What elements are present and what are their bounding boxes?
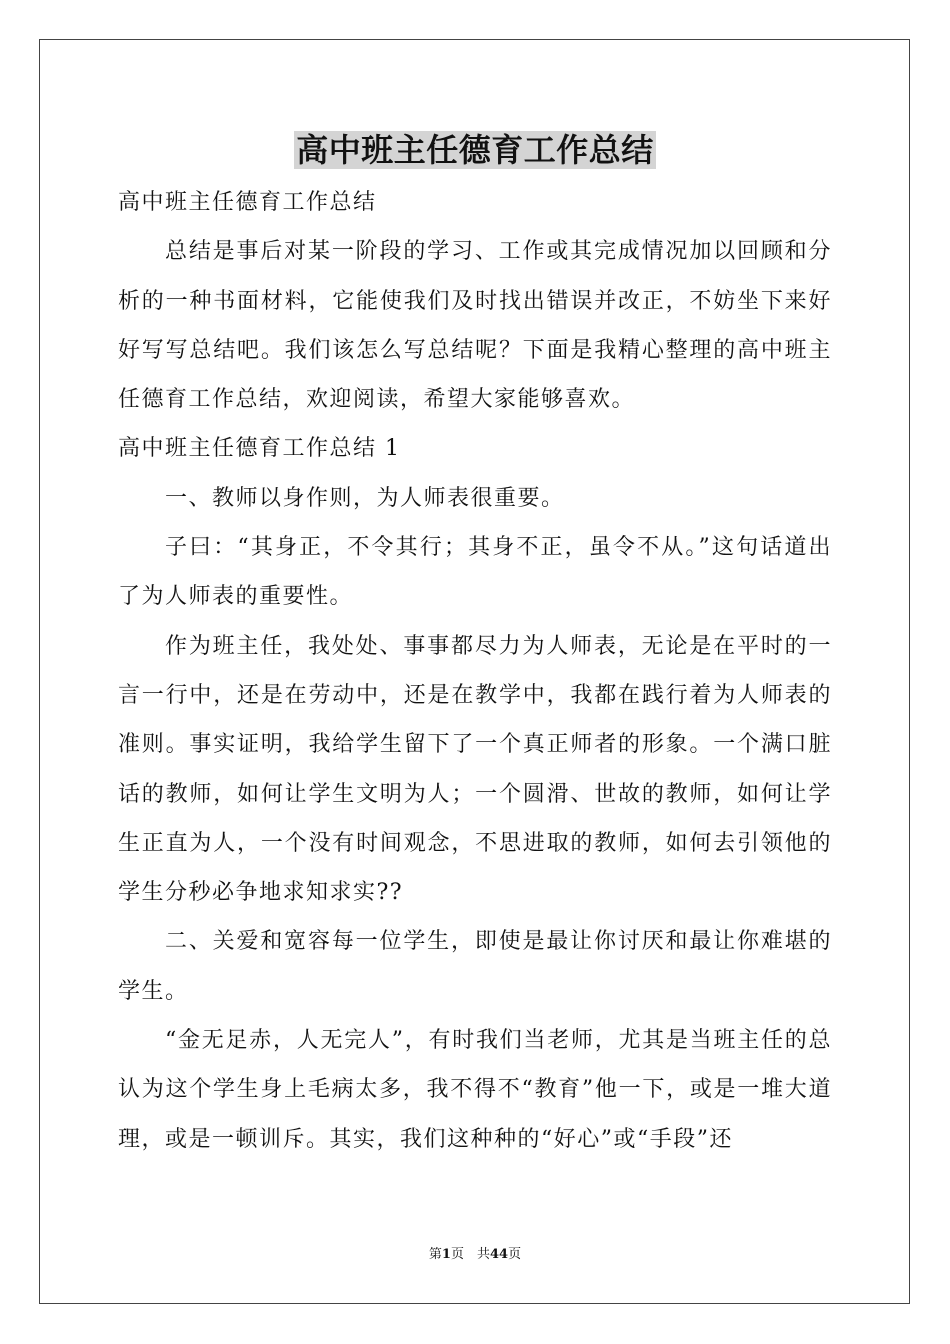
- page-suffix: 页: [508, 1247, 522, 1262]
- paragraph: 子曰：“其身正，不令其行；其身不正，虽令不从。”这句话道出了为人师表的重要性。: [118, 535, 832, 610]
- paragraph: 高中班主任德育工作总结: [118, 190, 377, 215]
- paragraph: 高中班主任德育工作总结 1: [118, 436, 401, 462]
- paragraph: 总结是事后对某一阶段的学习、工作或其完成情况加以回顾和分析的一种书面材料，它能使我们及时找出错误并改正，不妨坐下来好好写写总结吧。我们该怎么写总结呢？下面是我精心整理的高中班主任德育工作总结，欢迎阅读，希望大家能够喜欢。: [118, 239, 832, 413]
- page-mid: 页 共: [450, 1247, 490, 1262]
- document-body: [118, 178, 832, 1164]
- paragraph: 一、教师以身作则，为人师表很重要。: [165, 485, 565, 511]
- document-title: [0, 128, 950, 172]
- paragraph: 作为班主任，我处处、事事都尽力为人师表，无论是在平时的一言一行中，还是在劳动中，还是在教学中，我都在践行着为人师表的准则。事实证明，我给学生留下了一个真正师者的形象。一个满口脏话的教师，如何让学生文明为人；一个圆滑、世故的教师，如何让学生正直为人，一个没有时间观念，不思进取的教师，如何去引领他的学生分秒必争地求知求实??: [118, 633, 832, 906]
- document-title-text: 高中班主任德育工作总结: [296, 131, 654, 169]
- paragraph: “金无足赤，人无完人”，有时我们当老师，尤其是当班主任的总认为这个学生身上毛病太多，我不得不“教育”他一下，或是一堆大道理，或是一顿训斥。其实，我们这种种的“好心”或“手段”还: [118, 1028, 832, 1152]
- page-current: 1: [441, 1247, 451, 1262]
- page-total: 44: [489, 1247, 509, 1262]
- page-footer: [0, 1246, 950, 1264]
- page-prefix: 第: [428, 1247, 442, 1262]
- paragraph: 二、关爱和宽容每一位学生，即使是最让你讨厌和最让你难堪的学生。: [118, 929, 832, 1004]
